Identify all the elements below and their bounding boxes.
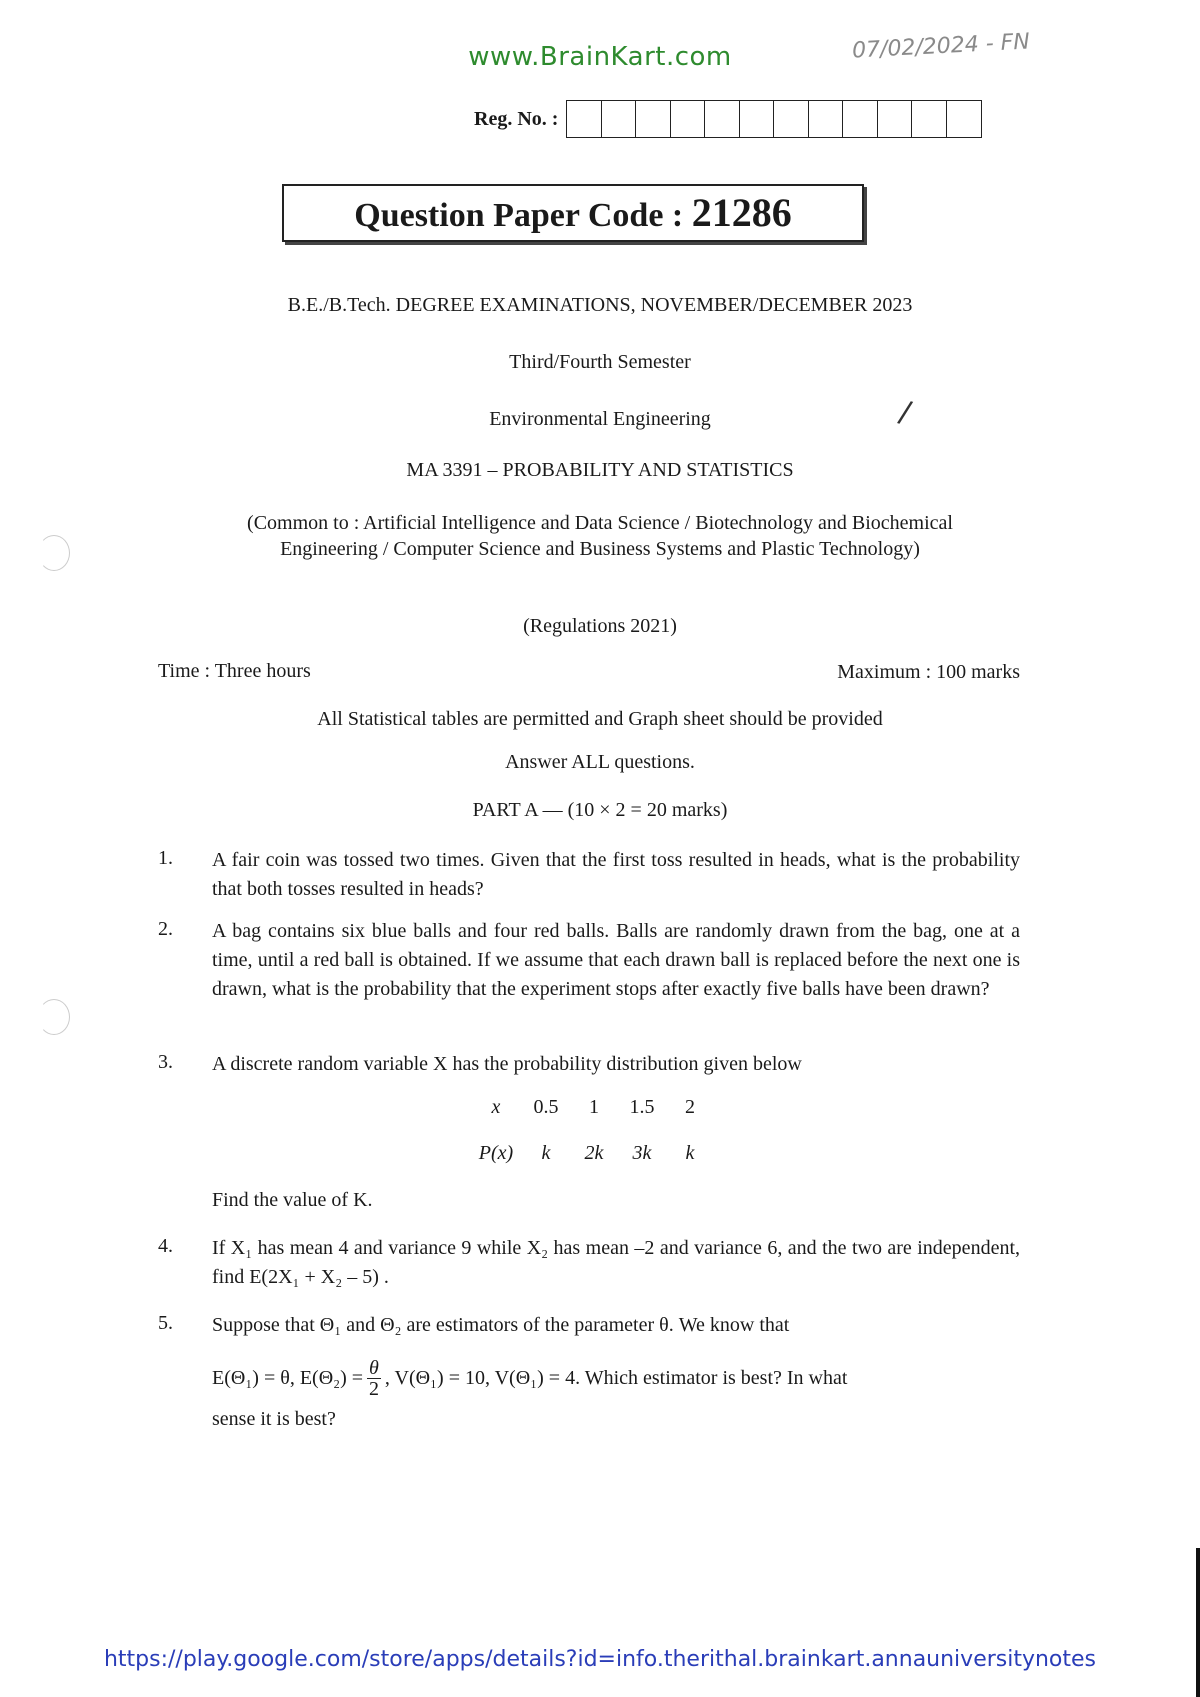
branch-line: Environmental Engineering [489, 408, 711, 430]
question-equation [212, 1358, 1020, 1399]
p-value: 2k [584, 1142, 604, 1164]
question-text: A fair coin was tossed two times. Given that the first toss resulted in heads, what is the probability that both tosses resulted in heads? [212, 849, 1020, 900]
punch-hole [38, 999, 70, 1035]
question-paper-code [282, 184, 864, 242]
reg-number-boxes[interactable] [566, 100, 982, 138]
punch-hole [38, 535, 70, 571]
question-followup: sense it is best? [212, 1408, 336, 1430]
question-followup: Find the value of K. [212, 1189, 373, 1211]
time-label: Time : Three hours [158, 660, 311, 682]
reg-digit-box[interactable] [602, 101, 637, 137]
reg-digit-box[interactable] [740, 101, 775, 137]
reg-digit-box[interactable] [809, 101, 844, 137]
p-label: P(x) [478, 1142, 514, 1164]
x-value: 1.5 [629, 1096, 655, 1118]
reg-digit-box[interactable] [912, 101, 947, 137]
distribution-x-row [470, 1096, 714, 1119]
reg-digit-box[interactable] [774, 101, 809, 137]
footer-link[interactable]: https://play.google.com/store/apps/details?id=info.therithal.brainkart.annauniversitynotes [103, 1647, 1097, 1672]
reg-number-label: Reg. No. : [474, 107, 559, 130]
x-label: x [491, 1096, 501, 1118]
question-number: 1. [158, 847, 173, 869]
x-value: 2 [685, 1096, 695, 1118]
handwritten-date: 07/02/2024 - FN [851, 29, 1031, 64]
equation-right: , V(Θ₁) = 10, V(Θ₁) = 4. Which estimator is best? In what [384, 1367, 848, 1389]
question-text: A discrete random variable X has the probability distribution given below [212, 1053, 802, 1075]
question-text: If X₁ has mean 4 and variance 9 while X₂ has mean –2 and variance 6, and the two are independent, find E(2X₁ + X₂ – 5) . [212, 1237, 1020, 1288]
fraction [367, 1358, 381, 1399]
reg-digit-box[interactable] [567, 101, 602, 137]
site-watermark: www.BrainKart.com [468, 42, 732, 72]
tables-note: All Statistical tables are permitted and Graph sheet should be provided [317, 708, 883, 730]
reg-digit-box[interactable] [878, 101, 913, 137]
p-value: 3k [632, 1142, 652, 1164]
pen-mark: / [895, 394, 915, 431]
max-marks-label: Maximum : 100 marks [837, 661, 1020, 683]
question-number: 2. [158, 918, 173, 940]
reg-digit-box[interactable] [671, 101, 706, 137]
scan-edge-mark [1196, 1548, 1200, 1697]
distribution-p-row [470, 1142, 714, 1165]
subject-line: MA 3391 – PROBABILITY AND STATISTICS [406, 459, 794, 481]
part-a-heading: PART A — (10 × 2 = 20 marks) [472, 799, 728, 821]
question-number: 4. [158, 1235, 173, 1257]
x-value: 1 [589, 1096, 599, 1118]
reg-digit-box[interactable] [843, 101, 878, 137]
p-value: k [685, 1142, 695, 1164]
fraction-numerator: θ [369, 1357, 379, 1379]
regulations-line: (Regulations 2021) [523, 615, 677, 637]
reg-digit-box[interactable] [636, 101, 671, 137]
p-value: k [541, 1142, 551, 1164]
degree-line: B.E./B.Tech. DEGREE EXAMINATIONS, NOVEMBER/DECEMBER 2023 [287, 294, 913, 316]
question-text: Suppose that Θ₁ and Θ₂ are estimators of the parameter θ. We know that [212, 1314, 790, 1336]
semester-line: Third/Fourth Semester [509, 351, 691, 373]
fraction-denominator: 2 [368, 1378, 379, 1400]
x-value: 0.5 [533, 1096, 559, 1118]
equation-left: E(Θ₁) = θ, E(Θ₂) = [212, 1367, 364, 1389]
question-text: A bag contains six blue balls and four red balls. Balls are randomly drawn from the bag, one at a time, until a red ball is obtained. If we assume that each drawn ball is replaced before the next one is drawn, what is the probability that the experiment stops after exactly five balls have been drawn? [212, 920, 1020, 1000]
reg-digit-box[interactable] [705, 101, 740, 137]
reg-digit-box[interactable] [947, 101, 982, 137]
question-number: 3. [158, 1051, 173, 1073]
reg-number-row [474, 100, 982, 138]
code-number: 21286 [691, 190, 792, 235]
code-label: Question Paper Code : [354, 197, 684, 234]
answer-all-note: Answer ALL questions. [505, 751, 695, 773]
question-number: 5. [158, 1312, 173, 1334]
common-to-note: (Common to : Artificial Intelligence and Data Science / Biotechnology and Biochemical Engineering / Computer Science and Business Systems and Plastic Technology) [247, 512, 953, 560]
